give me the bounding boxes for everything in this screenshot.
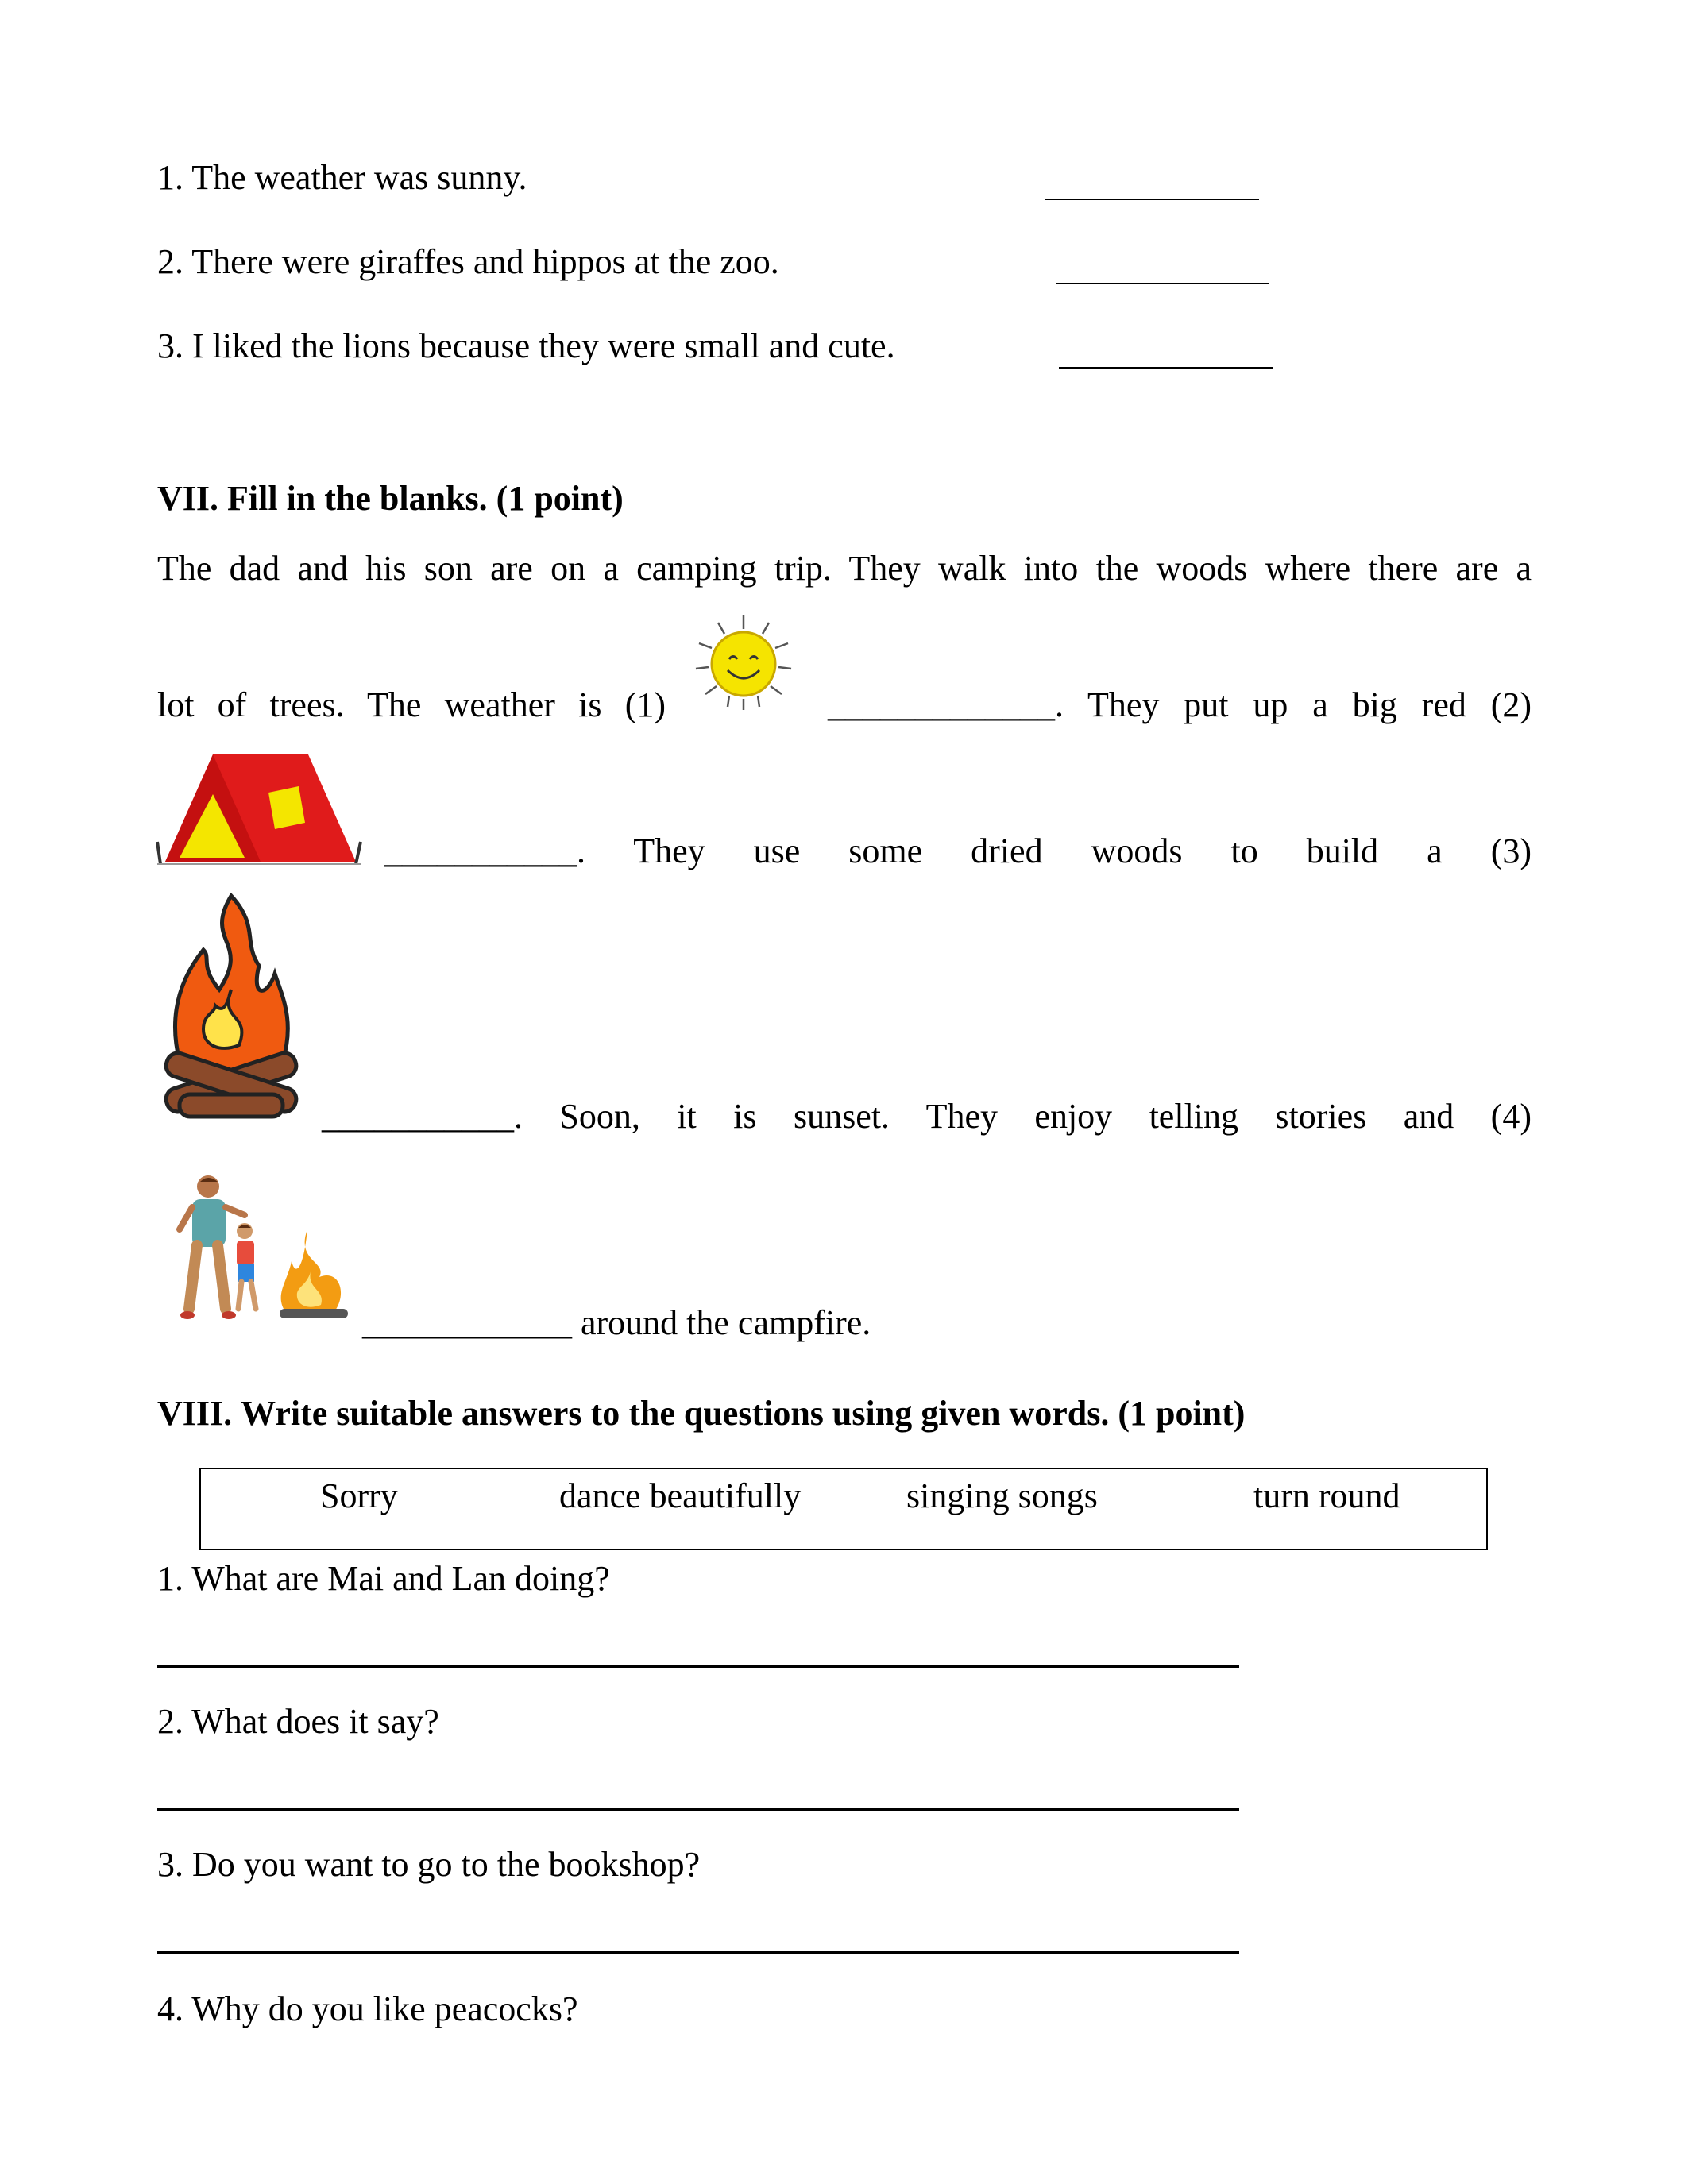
statement-2: 2. There were giraffes and hippos at the zoo. — [157, 242, 779, 281]
word-option: turn round — [1253, 1476, 1400, 1515]
word-option: singing songs — [906, 1476, 1098, 1515]
answer-line-2[interactable] — [157, 1808, 1239, 1811]
statement-3: 3. I liked the lions because they were small and cute. — [157, 326, 895, 365]
section-viii-number: VIII. — [157, 1394, 233, 1433]
passage-line-1: The dad and his son are on a camping trip. They walk into the woods where there are a — [157, 549, 1532, 588]
passage-line-2-right: _____________. They put up a big red (2) — [828, 685, 1532, 724]
question-1: 1. What are Mai and Lan doing? — [157, 1559, 610, 1598]
answer-blank-1[interactable] — [1045, 199, 1259, 200]
section-viii-instructions: Write suitable answers to the questions using given words. (1 point) — [241, 1394, 1246, 1433]
statement-1: 1. The weather was sunny. — [157, 158, 527, 197]
dancing-family-icon — [168, 1174, 351, 1333]
campfire-icon — [156, 894, 307, 1133]
question-4: 4. Why do you like peacocks? — [157, 1989, 578, 2028]
tent-icon — [157, 747, 361, 866]
answer-blank-2[interactable] — [1056, 283, 1269, 284]
section-vii-heading: VII. Fill in the blanks. (1 point) — [157, 479, 624, 518]
word-option: Sorry — [320, 1476, 398, 1515]
section-viii-heading — [157, 1393, 1245, 1433]
passage-line-2-left: lot of trees. The weather is (1) — [157, 685, 666, 724]
answer-line-1[interactable] — [157, 1665, 1239, 1668]
passage-line-3: ___________. They use some dried woods to build a (3) — [384, 832, 1532, 870]
question-3: 3. Do you want to go to the bookshop? — [157, 1845, 701, 1884]
answer-line-3[interactable] — [157, 1951, 1239, 1954]
word-box — [199, 1468, 1488, 1550]
sun-icon — [680, 612, 807, 723]
answer-blank-3[interactable] — [1059, 367, 1273, 369]
passage-line-4: ___________. Soon, it is sunset. They enjoy telling stories and (4) — [322, 1097, 1532, 1136]
passage-line-5: ____________ around the campfire. — [362, 1303, 871, 1342]
word-option: dance beautifully — [559, 1476, 802, 1515]
question-2: 2. What does it say? — [157, 1702, 439, 1741]
